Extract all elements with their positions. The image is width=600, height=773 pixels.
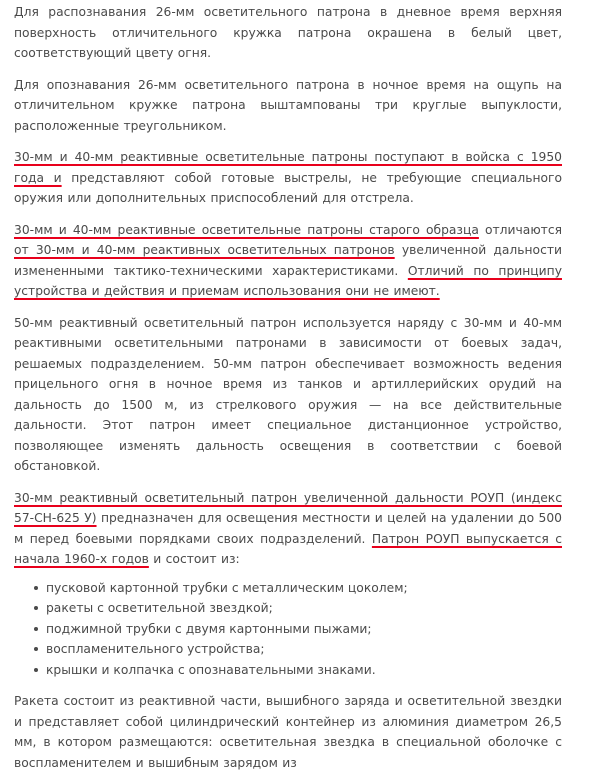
highlight-roup-1960s: Патрон РОУП выпускается с начала 1960-х годов xyxy=(14,531,562,566)
paragraph-text: представляют собой готовые выстрелы, не требующие специального оружия или дополнительных приспособлений для отстрела. xyxy=(14,170,562,205)
highlight-1950: 30-мм и 40-мм реактивные осветительные патроны поступают в войска с 1950 года и xyxy=(14,150,562,185)
article xyxy=(14,0,562,773)
list-item: пусковой картонной трубки с металлическим цоколем; xyxy=(34,578,562,599)
paragraph-night-identification: Для опознавания 26-мм осветительного патрона в ночное время на ощупь на отличительном кружке патрона выштампованы три круглые выпуклости, расположенные треугольником. xyxy=(14,77,562,133)
highlight-old-model: 30-мм и 40-мм реактивные осветительные патроны старого образца xyxy=(14,222,479,237)
components-list xyxy=(14,578,562,681)
paragraph-rocket-structure: Ракета состоит из реактивной части, вышибного заряда и осветительной звездки и представляет собой цилиндрический контейнер из алюминия диаметром 26,5 мм, в котором размещаются: осветительная звездка в специальной оболочке с воспламенителем и вышибным зарядом из xyxy=(14,694,562,770)
paragraph-text: и состоит из: xyxy=(148,552,240,566)
list-item: воспламенительного устройства; xyxy=(34,639,562,660)
paragraph-day-identification: Для распознавания 26-мм осветительного патрона в дневное время верхняя поверхность отличительного кружка патрона окрашена в белый цвет, соответствующий цвету огня. xyxy=(14,5,562,60)
paragraph-50mm: 50-мм реактивный осветительный патрон используется наряду с 30-мм и 40-мм реактивными осветительными патронами в зависимости от боевых задач, решаемых подразделением. 50-мм патрон обеспечивает возможность ведения прицельного огня в ночное время из танков и артиллерийских орудий на дальность до 1500 м, из стрелкового оружия — на все действительные дальности. Этот патрон имеет специальное дистанционное устройство, позволяющее изменять дальность освещения в соответствии с боевой обстановкой. xyxy=(14,315,562,473)
list-item: крышки и колпачка с опознавательными знаками. xyxy=(34,660,562,681)
paragraph-roup xyxy=(14,488,562,570)
paragraph-old-model xyxy=(14,220,562,302)
list-item: поджимной трубки с двумя картонными пыжами; xyxy=(34,619,562,640)
paragraph-30-40mm-intro xyxy=(14,147,562,209)
paragraph-text: предназначен для освещения местности и целей на удалении до 500 м перед боевыми порядками своих подразделений. xyxy=(14,511,562,546)
paragraph-text: увеличенной дальности измененными тактико-техническими характеристиками. xyxy=(14,243,562,278)
highlight-extended-range: от 30-мм и 40-мм реактивных осветительных патронов xyxy=(14,243,395,257)
highlight-no-differences: Отличий по принципу устройства и действия и приемам использования они не имеют. xyxy=(14,263,562,298)
paragraph-text: отличаются xyxy=(478,222,562,237)
highlight-roup-index: 30-мм реактивный осветительный патрон увеличенной дальности РОУП (индекс 57-СН-625 У) xyxy=(14,490,562,525)
list-item: ракеты с осветительной звездкой; xyxy=(34,598,562,619)
